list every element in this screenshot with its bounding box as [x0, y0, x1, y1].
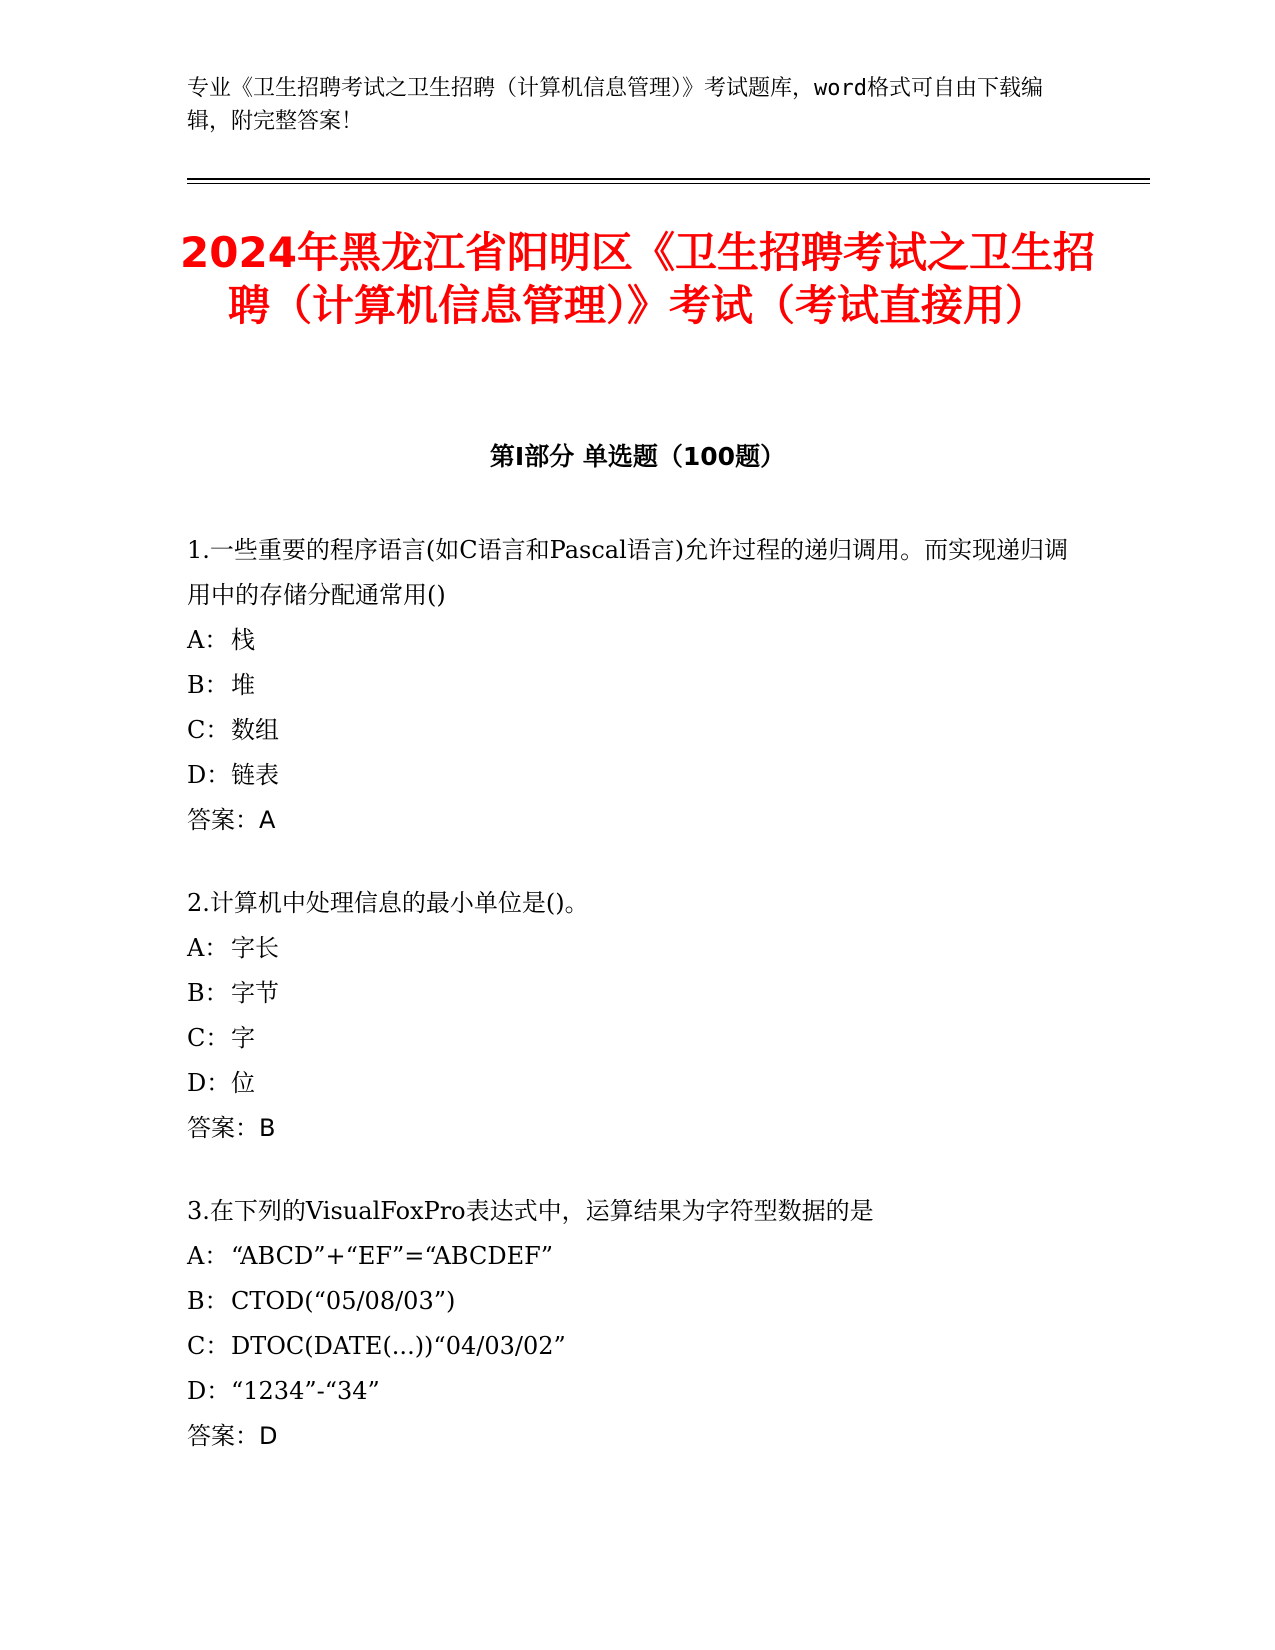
option-d	[187, 1369, 1087, 1414]
option-text: 位	[231, 1069, 255, 1097]
option-text: 字长	[231, 934, 279, 962]
option-letter: B：	[187, 1287, 229, 1315]
option-d	[187, 1061, 1087, 1106]
answer-line: 答案：B	[187, 1114, 276, 1142]
option-letter: A：	[187, 934, 229, 962]
option-b	[187, 663, 1087, 708]
question-3	[187, 1189, 1087, 1459]
option-text: DTOC(DATE(...))“04/03/02”	[231, 1332, 566, 1360]
option-c	[187, 1016, 1087, 1061]
answer-line: 答案：D	[187, 1422, 278, 1450]
question-2	[187, 881, 1087, 1151]
option-a	[187, 926, 1087, 971]
option-c	[187, 708, 1087, 753]
option-d	[187, 753, 1087, 798]
option-letter: B：	[187, 671, 229, 699]
option-text: “ABCD”+“EF”=“ABCDEF”	[231, 1242, 554, 1270]
option-text: 字节	[231, 979, 279, 1007]
option-text: CTOD(“05/08/03”)	[231, 1287, 456, 1315]
section-heading: 第I部分 单选题（100题）	[489, 442, 786, 471]
option-b	[187, 1279, 1087, 1324]
header-note: 专业《卫生招聘考试之卫生招聘（计算机信息管理）》考试题库，word格式可自由下载编辑，附完整答案！	[187, 76, 1043, 134]
option-text: 链表	[231, 761, 279, 789]
question-list	[187, 528, 1087, 1497]
option-letter: D：	[187, 761, 231, 789]
option-letter: D：	[187, 1377, 231, 1405]
option-letter: C：	[187, 1024, 230, 1052]
option-c	[187, 1324, 1087, 1369]
answer-line: 答案：A	[187, 806, 276, 834]
option-text: 数组	[231, 716, 279, 744]
question-1	[187, 528, 1087, 843]
option-letter: C：	[187, 716, 230, 744]
question-stem: 2.计算机中处理信息的最小单位是()。	[187, 889, 589, 917]
option-text: 栈	[231, 626, 255, 654]
option-letter: A：	[187, 1242, 229, 1270]
option-b	[187, 971, 1087, 1016]
option-text: 堆	[231, 671, 255, 699]
question-stem: 3.在下列的VisualFoxPro表达式中，运算结果为字符型数据的是	[187, 1197, 874, 1225]
option-a	[187, 1234, 1087, 1279]
option-text: 字	[231, 1024, 255, 1052]
header-divider-thin	[187, 183, 1150, 184]
option-a	[187, 618, 1087, 663]
option-letter: B：	[187, 979, 229, 1007]
option-letter: C：	[187, 1332, 230, 1360]
question-stem: 1.一些重要的程序语言(如C语言和Pascal语言)允许过程的递归调用。而实现递归调用中的存储分配通常用()	[187, 536, 1069, 609]
document-title: 2024年黑龙江省阳明区《卫生招聘考试之卫生招聘（计算机信息管理）》考试（考试直接用）	[180, 228, 1095, 330]
option-text: “1234”-“34”	[231, 1377, 380, 1405]
option-letter: A：	[187, 626, 229, 654]
option-letter: D：	[187, 1069, 231, 1097]
header-divider	[187, 178, 1150, 180]
